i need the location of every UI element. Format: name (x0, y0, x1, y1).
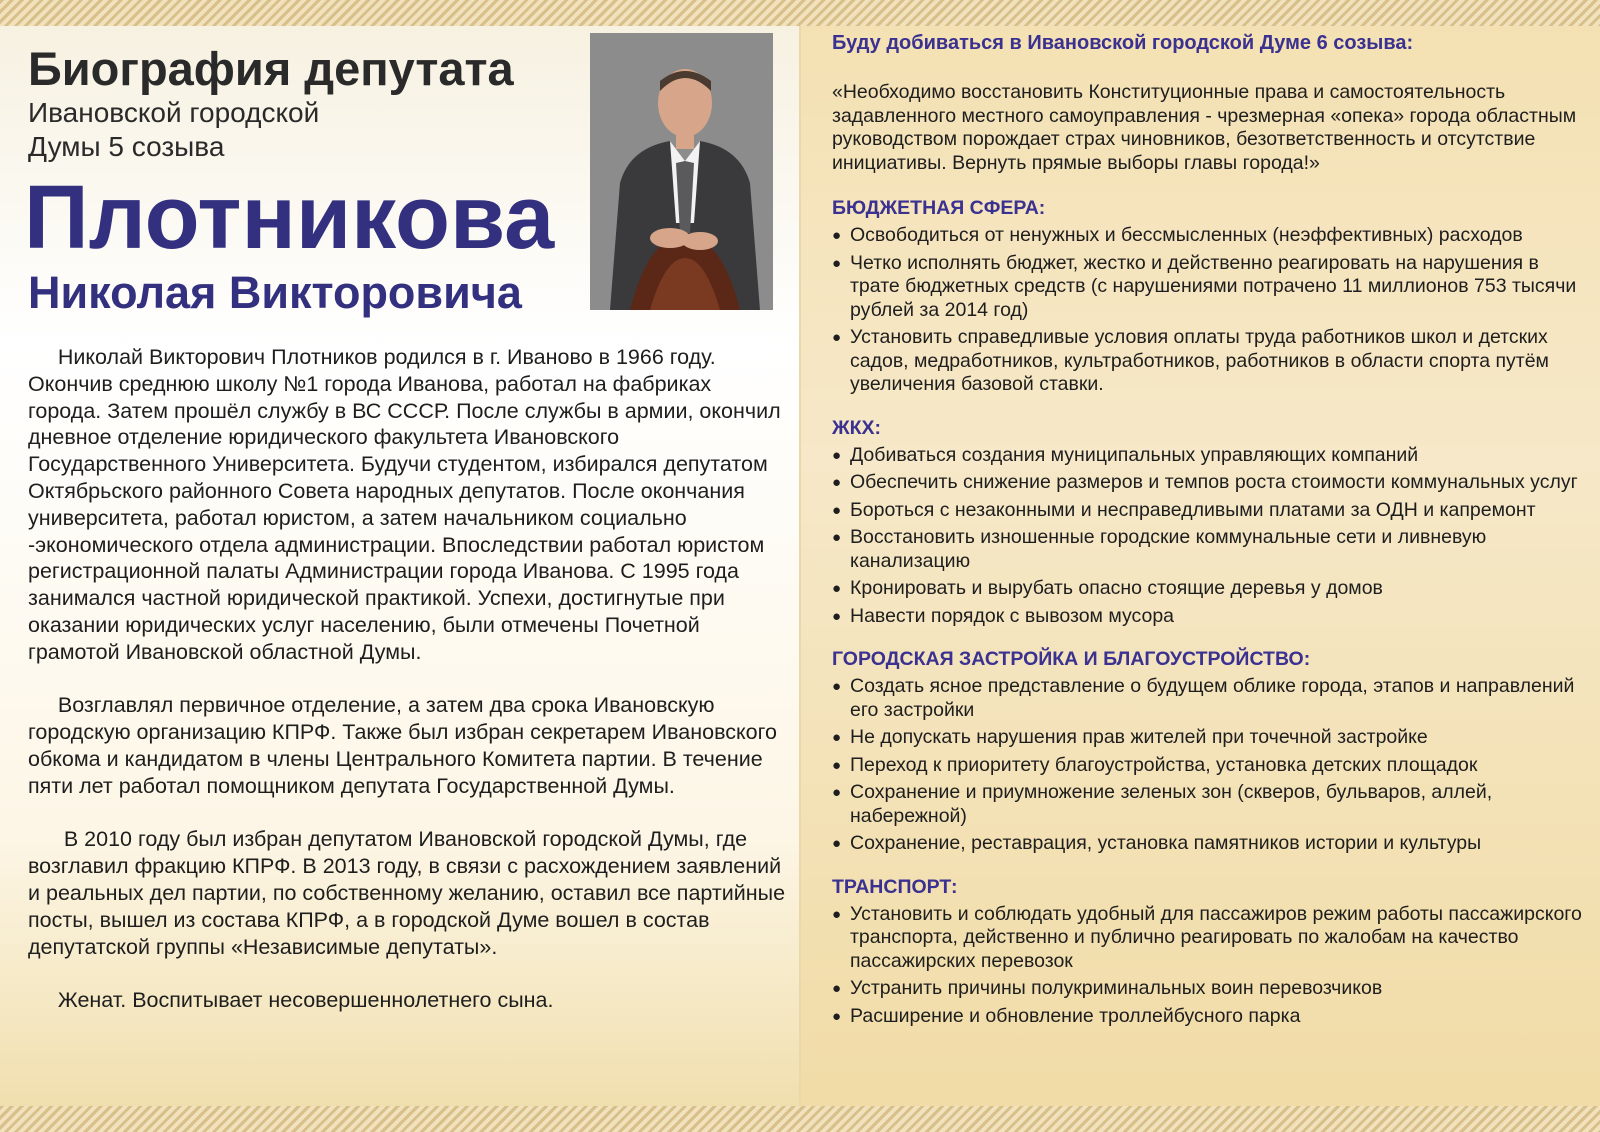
program-quote: «Необходимо восстановить Конституционные права и самостоятельность задавленного местного самоуправления - чрезмерная «опека» города областным руководством порождает страх чиновников, безответственность и отсутствие инициативы. Вернуть прямые выборы главы города!» (832, 81, 1577, 174)
program-content (832, 32, 1582, 1048)
bio-paragraph (28, 344, 788, 666)
deputy-given-names: Николая Викторовича (28, 267, 522, 318)
list-item: ● Установить и соблюдать удобный для пассажиров режим работы пассажирского транспорта, действенно и публично реагировать по жалобам на качество пассажирских перевозок (832, 903, 1582, 974)
panel-divider (799, 26, 801, 1106)
list-item: ● Сохранение, реставрация, установка памятников истории и культуры (832, 832, 1582, 856)
list-item: ● Устранить причины полукриминальных воин перевозчиков (832, 977, 1582, 1001)
list-item: ● Расширение и обновление троллейбусного парка (832, 1005, 1582, 1029)
subtitle-line-1: Ивановской городской (28, 97, 320, 128)
biography-text (28, 344, 788, 1041)
list-item: ● Бороться с незаконными и несправедливыми платами за ОДН и капремонт (832, 499, 1582, 523)
section-items (832, 444, 1582, 629)
bio-indent (28, 827, 64, 851)
bio-paragraph (28, 692, 788, 799)
list-item: ● Создать ясное представление о будущем облике города, этапов и направлений его застройки (832, 675, 1582, 722)
portrait-photo (590, 33, 773, 310)
section-title: ГОРОДСКАЯ ЗАСТРОЙКА И БЛАГОУСТРОЙСТВО: (832, 648, 1311, 670)
bio-indent (28, 693, 58, 717)
list-item: ● Освободиться от ненужных и бессмысленных (неэффективных) расходов (832, 224, 1582, 248)
decorative-stripe-top (0, 0, 1600, 26)
bio-indent (28, 988, 58, 1012)
page-subtitle (28, 96, 319, 164)
bio-paragraph-text: В 2010 году был избран депутатом Ивановской городской Думы, где возглавил фракцию КПРФ. В 2013 году, в связи с расхождением заявлений и реальных дел партии, по собственному желанию, оставил все партийные посты, вышел из состава КПРФ, а в городской Думе вошел в состав депутатской группы «Независимые депутаты». (28, 827, 786, 959)
section-housing (832, 417, 1582, 629)
deputy-surname: Плотникова (24, 168, 555, 268)
decorative-stripe-bottom (0, 1106, 1600, 1132)
section-urban-development (832, 648, 1582, 856)
subtitle-line-2: Думы 5 созыва (28, 131, 225, 162)
bio-indent (28, 345, 58, 369)
list-item: ● Установить справедливые условия оплаты труда работников школ и детских садов, медработников, культработников, работников в области спорта путём увеличения базовой ставки. (832, 326, 1582, 397)
section-title: ЖКХ: (832, 416, 882, 439)
section-transport (832, 876, 1582, 1029)
program-heading: Буду добиваться в Ивановской городской Думе 6 созыва: (832, 32, 1414, 54)
page-title: Биография депутата (28, 42, 514, 95)
section-items (832, 903, 1582, 1029)
section-title: БЮДЖЕТНАЯ СФЕРА: (832, 197, 1046, 219)
list-item: ● Добиваться создания муниципальных управляющих компаний (832, 444, 1582, 468)
portrait-illustration (590, 33, 773, 310)
list-item: ● Восстановить изношенные городские коммунальные сети и ливневую канализацию (832, 526, 1582, 573)
bio-paragraph-text: Возглавлял первичное отделение, а затем два срока Ивановскую городскую организацию КПРФ. Также был избран секретарем Ивановского обкома и кандидатом в члены Центрального Комитета партии. В течение пяти лет работал помощником депутата Государственной Думы. (28, 693, 777, 798)
list-item: ● Кронировать и вырубать опасно стоящие деревья у домов (832, 577, 1582, 601)
list-item: ● Обеспечить снижение размеров и темпов роста стоимости коммунальных услуг (832, 471, 1582, 495)
list-item: ● Сохранение и приумножение зеленых зон (скверов, бульваров, аллей, набережной) (832, 781, 1582, 828)
bio-paragraph (28, 987, 788, 1014)
list-item: ● Не допускать нарушения прав жителей при точечной застройке (832, 726, 1582, 750)
list-item: ● Четко исполнять бюджет, жестко и действенно реагировать на нарушения в трате бюджетных средств (с нарушениями потрачено 11 миллионов 753 тысячи рублей за 2014 год) (832, 252, 1582, 323)
list-item: ● Навести порядок с вывозом мусора (832, 605, 1582, 629)
section-items (832, 675, 1582, 856)
section-budget (832, 197, 1582, 397)
section-items (832, 224, 1582, 397)
bio-paragraph (28, 826, 788, 960)
bio-paragraph-text: Николай Викторович Плотников родился в г. Иваново в 1966 году. Окончив среднюю школу №1 города Иванова, работал на фабриках города. Затем прошёл службу в ВС СССР. После службы в армии, окончил дневное отделение юридического факультета Ивановского Государственного Университета. Будучи студентом, избирался депутатом Октябрьского районного Совета народных депутатов. После окончания университета, работал юристом, а затем начальником социально -экономического отдела администрации. Впоследствии работал юристом регистрационной палаты Администрации города Иванова. С 1995 года занимался частной юридической практикой. Успехи, достигнутые при оказании юридических услуг населению, были отмечены Почетной грамотой Ивановской областной Думы. (28, 345, 781, 664)
bio-paragraph-text: Женат. Воспитывает несовершеннолетнего сына. (57, 988, 554, 1013)
list-item: ● Переход к приоритету благоустройства, установка детских площадок (832, 754, 1582, 778)
section-title: ТРАНСПОРТ: (832, 875, 958, 898)
